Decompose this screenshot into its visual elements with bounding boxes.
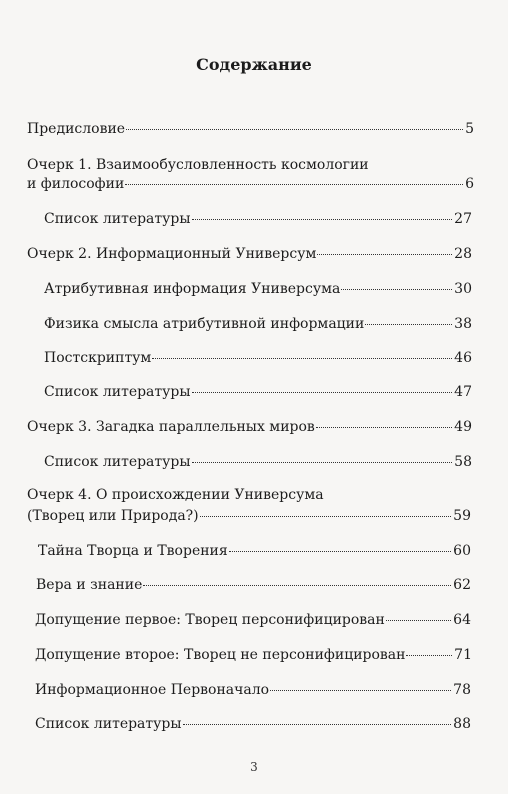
toc-entry-page: 58 <box>454 454 472 470</box>
toc-entry-page: 64 <box>453 612 471 628</box>
toc-entry-label: (Творец или Природа?) <box>27 508 199 524</box>
toc-entry[interactable] <box>35 716 471 733</box>
toc-entry[interactable] <box>27 246 472 263</box>
leader-dots <box>406 654 452 656</box>
leader-dots <box>341 288 452 290</box>
leader-dots <box>125 183 463 185</box>
toc-entry-label: Список литературы <box>44 454 191 470</box>
toc-entry-page: 59 <box>453 508 471 524</box>
leader-dots <box>365 323 452 325</box>
toc-entry-page: 49 <box>454 419 472 435</box>
toc-entry-label: Список литературы <box>44 211 191 227</box>
toc-entry-label: и философии <box>27 176 125 192</box>
toc-entry-label: Список литературы <box>44 384 191 400</box>
toc-entry-page: 28 <box>454 246 472 262</box>
toc-entry[interactable] <box>38 543 471 560</box>
leader-dots <box>270 689 451 691</box>
leader-dots <box>200 515 452 517</box>
toc-entry-label: Допущение первое: Творец персонифицирован <box>35 612 385 628</box>
leader-dots <box>386 619 451 621</box>
toc-entry[interactable] <box>44 316 472 333</box>
leader-dots <box>192 218 453 220</box>
toc-entry-label: Очерк 2. Информационный Универсум <box>27 246 317 262</box>
leader-dots <box>316 426 452 428</box>
leader-dots <box>192 461 453 463</box>
toc-entry-page: 30 <box>454 281 472 297</box>
toc-entry-page: 38 <box>454 316 472 332</box>
toc-entry-page: 88 <box>453 716 471 732</box>
toc-entry-label: Список литературы <box>35 716 182 732</box>
toc-entry-label: Постскриптум <box>44 350 152 366</box>
toc-entry[interactable] <box>36 577 471 594</box>
toc-entry[interactable] <box>44 384 472 401</box>
toc-entry-label-line1[interactable]: Очерк 1. Взаимообусловленность космологии <box>27 157 369 173</box>
toc-entry-label: Допущение второе: Творец не персонифицирован <box>35 647 406 663</box>
toc-entry-label: Атрибутивная информация Универсума <box>44 281 341 297</box>
toc-entry-label: Очерк 3. Загадка параллельных миров <box>27 419 315 435</box>
toc-entry[interactable] <box>44 454 472 471</box>
toc-entry[interactable] <box>44 281 472 298</box>
toc-entry-label-line1[interactable]: Очерк 4. О происхождении Универсума <box>27 487 324 503</box>
leader-dots <box>192 391 453 393</box>
toc-entry-label: Тайна Творца и Творения <box>38 543 228 559</box>
page-title: Содержание <box>196 55 312 74</box>
toc-entry-label: Информационное Первоначало <box>35 682 270 698</box>
leader-dots <box>126 128 463 130</box>
toc-entry-page: 46 <box>454 350 472 366</box>
toc-entry[interactable] <box>27 419 472 436</box>
toc-entry[interactable] <box>35 647 472 664</box>
leader-dots <box>317 253 452 255</box>
toc-entry-label: Физика смысла атрибутивной информации <box>44 316 365 332</box>
toc-entry[interactable] <box>44 350 472 367</box>
toc-entry-page: 62 <box>453 577 471 593</box>
toc-entry-label: Предисловие <box>27 121 126 137</box>
toc-entry[interactable] <box>27 176 474 193</box>
toc-entry[interactable] <box>27 121 474 138</box>
leader-dots <box>143 584 451 586</box>
toc-entry[interactable] <box>35 612 471 629</box>
toc-entry[interactable] <box>35 682 471 699</box>
page-number: 3 <box>250 760 258 774</box>
toc-entry-page: 71 <box>454 647 472 663</box>
leader-dots <box>183 723 452 725</box>
toc-entry[interactable] <box>44 211 472 228</box>
toc-entry-page: 6 <box>465 176 474 192</box>
toc-entry-page: 5 <box>465 121 474 137</box>
leader-dots <box>152 357 452 359</box>
toc-entry[interactable] <box>27 508 471 525</box>
leader-dots <box>229 550 451 552</box>
toc-entry-page: 78 <box>453 682 471 698</box>
toc-entry-page: 27 <box>454 211 472 227</box>
toc-entry-label: Вера и знание <box>36 577 143 593</box>
toc-entry-page: 47 <box>454 384 472 400</box>
toc-entry-page: 60 <box>453 543 471 559</box>
